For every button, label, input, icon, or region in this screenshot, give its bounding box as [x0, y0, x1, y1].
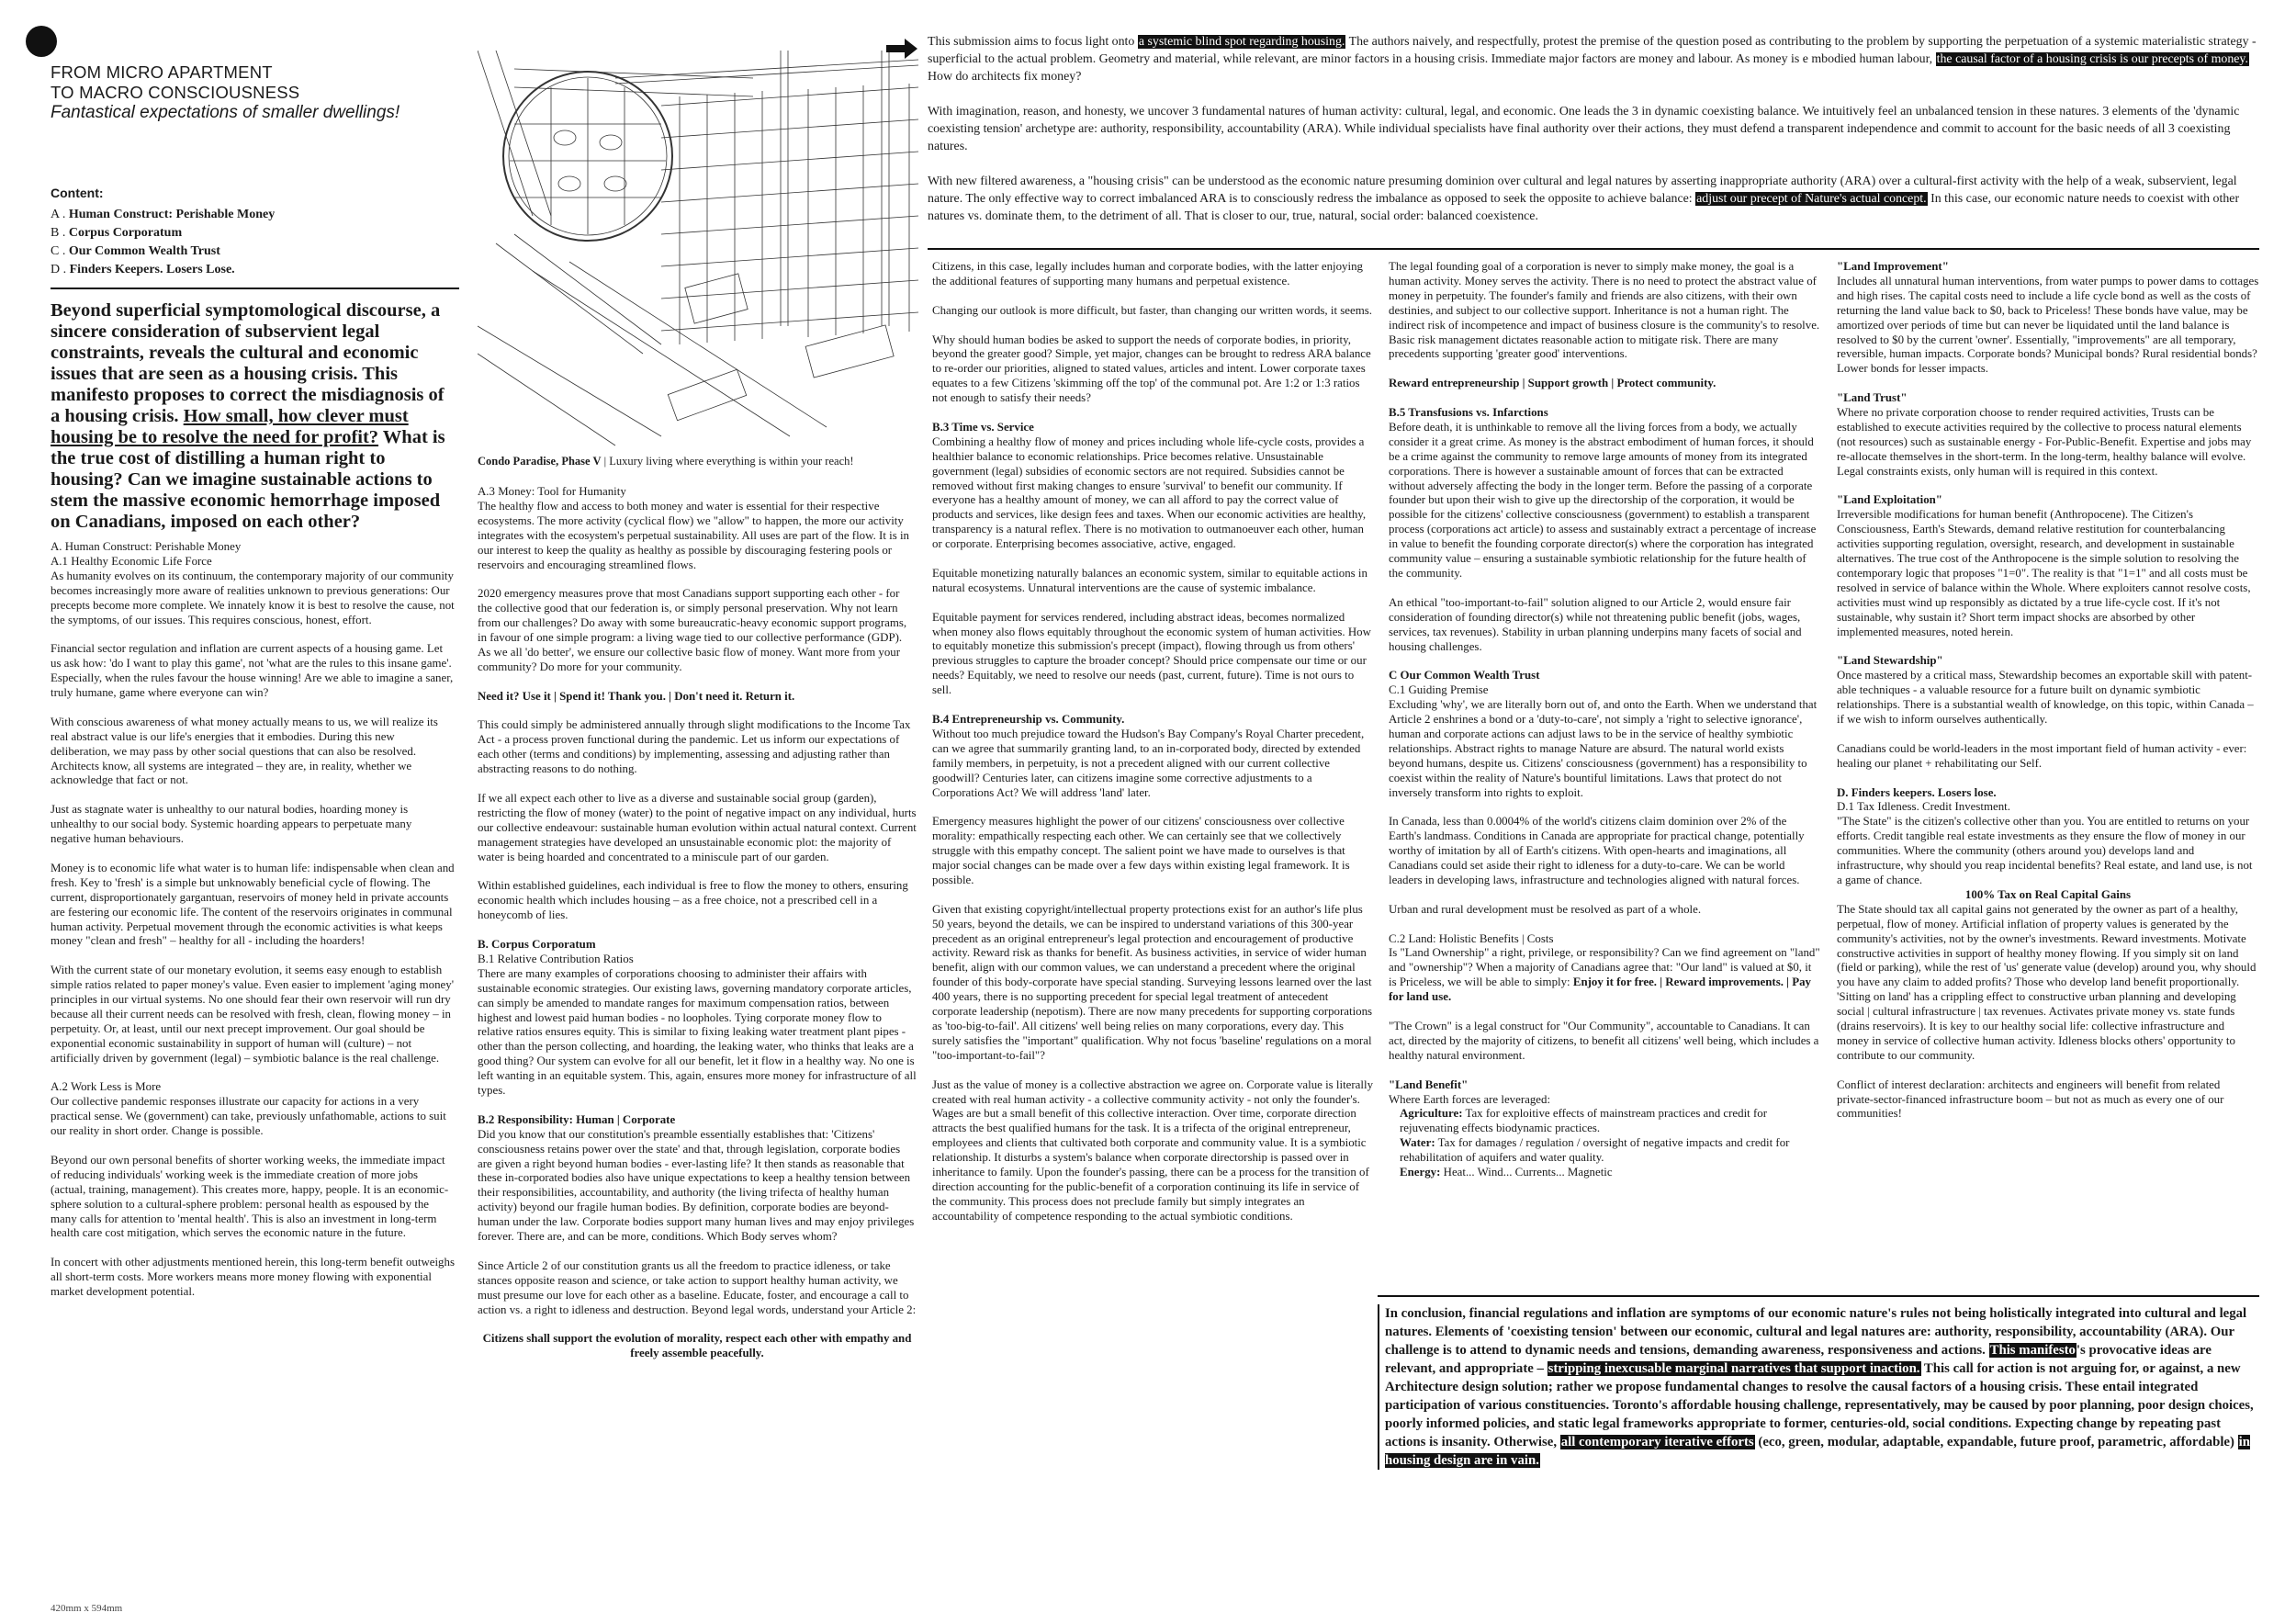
item-label: Water: [1400, 1136, 1435, 1150]
intro-text-run: This submission aims to focus light onto [928, 35, 1138, 49]
lead-underlined: How small, how clever must housing be to resolve the need for profit? [51, 406, 409, 447]
column-4 [1389, 260, 1820, 1180]
sub-heading: B.1 Relative Contribution Ratios [478, 952, 634, 965]
paragraph: Changing our outlook is more difficult, but faster, than changing our written words, it seems. [932, 303, 1372, 317]
intro-text [928, 33, 2259, 242]
list-item [1389, 1166, 1820, 1180]
paragraph: Just as stagnate water is unhealthy to our natural bodies, hoarding money is unhealthy to our social body. Systemic hoarding appears to perpetuate many negative human behaviours. [51, 803, 412, 846]
lead-paragraph [51, 300, 455, 533]
divider [51, 288, 459, 289]
paragraph: Where no private corporation choose to render required activities, Trusts can be established to execute activities required by the collective to process natural elements (not resources) such as sustainable energy - For-Public-Benefit. Expertise and jobs may re-allocate themselves in the short-term. In the long-term, healthy balance will evolve. Legal constraints exists, only human will is required in this context. [1837, 406, 2252, 478]
paragraph: "The Crown" is a legal construct for "Our Community", accountable to Canadians. It can act, directed by the majority of citizens, to benefit all citizens' well being, which includes a healthy natural environment. [1389, 1020, 1819, 1062]
sub-heading: D.1 Tax Idleness. Credit Investment. [1837, 800, 2010, 814]
sub-heading: A.3 Money: Tool for Humanity [478, 485, 626, 498]
paragraph: Conflict of interest declaration: architects and engineers will benefit from related private-sector-financed infrastructure boom – but not as much as every one of our communities! [1837, 1077, 2224, 1121]
paragraph: Without too much prejudice toward the Hudson's Bay Company's Royal Charter precedent, can we agree that summarily granting land, to an in-corporated body, directed by extended family members, in perpetuity, is not a precedent aligned with our current collective goodwill? Centuries later, can citizens imagine some corrective adjustments to a Corporations Act? We will address 'land' later. [932, 727, 1365, 799]
paper-size-label: 420mm x 594mm [51, 1603, 123, 1614]
title-line-1: FROM MICRO APARTMENT [51, 62, 273, 82]
item-label: Energy: [1400, 1166, 1441, 1179]
sub-heading: B.4 Entrepreneurship vs. Community. [932, 713, 1125, 726]
paragraph [1389, 946, 1820, 1005]
intro-paragraph-1 [928, 33, 2259, 85]
section-heading: D. Finders keepers. Losers lose. [1837, 785, 1997, 799]
paragraph: Since Article 2 of our constitution grants us all the freedom to practice idleness, or take stances opposite reason and science, or take action to support healthy human activity, we must presume our love for each other as a baseline. Educate, foster, and encourage a call to action vs. a right to idleness and destruction. Beyond legal words, understand your Article 2: [478, 1258, 917, 1316]
column-5 [1837, 260, 2259, 1136]
sub-heading: A.1 Healthy Economic Life Force [51, 554, 212, 568]
highlight: the causal factor of a housing crisis is our precepts of money. [1936, 52, 2248, 66]
paragraph: If we all expect each other to live as a diverse and sustainable social group (garden), restricting the flow of money (water) to the point of negative impact on any individual, hurts our collective endeavour: sustainable human evolution within actual natural context. Current management strategies have developed an unsustainable economic plot: the majority of water is being hoarded and concentrated to a miniscule part of our garden. [478, 791, 917, 863]
conclusion-text: This call for action is not arguing for, or against, a new Architecture design solution; rather we propose fundamental changes to resolve the causal factors of a housing crisis. These entail integrated participation of various constituencies. Toronto's affordable housing challenge, representatively, may be caused by poor planning, poor design choices, poorly informed policies, and static legal frameworks appropriate to former, centuries-old, social conditions. Expecting change by repeating past actions is insanity. Otherwise, [1385, 1361, 2254, 1449]
paragraph: There are many examples of corporations choosing to administer their affairs with sustainable economic strategies. Our existing laws, governing mandatory corporate articles, can simply be amended to mandate ranges for maximum compensation ratios, between highest and lowest paid human bodies - no loopholes. Tying corporate money flow to relative ratios ensures equity. This is similar to fixing leaking water treatment plant pipes - other than the person collecting, and hoarding, the leaking water, who thinks that leaks are a good thing? Our system can evolve for all our benefit, let it flow in a healthy way. No one is left wanting in an equitable system. This, again, ensures more money for infrastructure of all types. [478, 966, 917, 1098]
highlight: This manifesto [1989, 1343, 2076, 1358]
condo-illustration [478, 51, 918, 450]
contents-heading: Content: [51, 186, 104, 200]
column-3 [932, 260, 1373, 1239]
paragraph: Where Earth forces are leveraged: [1389, 1092, 1551, 1106]
sub-heading: "Land Exploitation" [1837, 493, 1942, 507]
lead-text: What is the true cost of distilling a human right to housing? Can we imagine sustainable actions to stem the massive economic hemorrhage imposed on Canadians, imposed on each other? [51, 427, 445, 532]
contents-item-c [51, 242, 455, 261]
paragraph: Before death, it is unthinkable to remove all the living forces from a body, we actually consider it a great crime. As money is the abstract embodiment of human forces, it should be a crime against the community to remove large amounts of money from its integrated corporations. There is however a sustainable amount of forces that can be extracted without adversely affecting the body in the longer term. Before the passing of a corporate founder but upon their wish to give up the directorship of the corporation, it would be possible for the citizens' collective consciousness (government) to establish a transparent process (corporations act article) to assess and sustainably extract a percentage of increase in value to benefit the founding corporate director(s) where the corporation has integrated community value – ensuring a sustainable symbiotic relationship for the future health of the community. [1389, 420, 1817, 580]
contents-letter: C . [51, 244, 66, 258]
paragraph: Citizens, in this case, legally includes human and corporate bodies, with the latter enjoying the additional features of supporting many humans and perpetual existence. [932, 260, 1363, 288]
column-1 [51, 540, 455, 1314]
paragraph: Excluding 'why', we are literally born out of, and onto the Earth. When we understand that Article 2 enshrines a bond or a 'duty-to-care', not simply a 'right to selective ignorance', human and corporate actions can adjust laws to be in the service of healthy symbiotic relationships. Abstract rights to manage Nature are absurd. The natural world exists beyond humans, despite us. Citizens' consciousness (government) has a responsibility to coexist within the reality of Nature's bountiful limitations. Laws that protect do not inversely transform into rights to exploit. [1389, 698, 1818, 799]
lead-text: Beyond superficial symptomological discourse, a sincere consideration of subservient legal constraints, reveals the cultural and economic issues that are seen as a housing crisis. This manifesto proposes to correct the misdiagnosis of a housing crisis. [51, 300, 445, 426]
contents-letter: A . [51, 208, 66, 221]
paragraph: 2020 emergency measures prove that most Canadians support supporting each other - for the collective good that our federation is, or simply personal preservation. Why not learn from our challenges? Do away with some bureaucratic-heavy economic support programs, in favour of one simple program: a living wage tied to our collective performance (GDP). As we all 'do better', we ensure our collective basic flow of money. Want more from your community? Do more for your community. [478, 587, 907, 673]
highlight: a systemic blind spot regarding housing. [1138, 35, 1345, 49]
paragraph: Our collective pandemic responses illustrate our capacity for actions in a very practical sense. We (government) can take, previously unfathomable, actions to suit our reality in short order. Change is possible. [51, 1095, 446, 1138]
item-text: Tax for damages / regulation / oversight of negative impacts and credit for rehabilitation of aquifers and water quality. [1400, 1136, 1790, 1165]
conclusion-text: 's provocative ideas are relevant, and appropriate – [1385, 1343, 2212, 1376]
sub-heading: B.3 Time vs. Service [932, 420, 1034, 434]
paragraph: As humanity evolves on its continuum, the contemporary majority of our community becomes increasingly more aware of realities unknown to previous generations: Our precepts become more complete. We innately know it is best to resolve the cause, not the symptoms, of our issues. This requires conscious, honest, effort. [51, 569, 455, 626]
article-quote: Citizens shall support the evolution of morality, respect each other with empathy and freely assemble peacefully. [482, 1332, 912, 1360]
paragraph: Money is to economic life what water is to human life: indispensable when clean and fresh. Key to 'fresh' is a simple but unknowably beneficial cycle of flowing. The current, disproportionately gargantuan, reservoirs of money held in private accounts are festering our economic life. The content of the reservoirs originates in communal human activity. Perpetual movement through the economic activities is what keeps money "clean and fresh" – healthy for all - including the hoarders! [51, 861, 455, 948]
intro-paragraph-3 [928, 173, 2259, 225]
item-label: Agriculture: [1400, 1107, 1463, 1121]
sub-heading: C.2 Land: Holistic Benefits | Costs [1389, 931, 1554, 945]
contents-list [51, 184, 455, 279]
paragraph: In concert with other adjustments mentioned herein, this long-term benefit outweighs all short-term costs. More workers means more money flowing with exponential market development potential. [51, 1256, 455, 1299]
intro-text-run: How do architects fix money? [928, 70, 1082, 84]
arrow-right-icon [886, 39, 917, 59]
paragraph: In Canada, less than 0.0004% of the world's citizens claim dominion over 2% of the Earth's landmass. Conditions in Canada are appropriate for practical change, potentially worthy of imitation by all of Earth's citizens. With open-hearts and imaginations, all Canadians could set aside their right to idleness for a duty-to-care. We can be world leaders in developing laws, infrastructure and technologies aligned with natural forces. [1389, 815, 1805, 886]
sub-heading: "Land Benefit" [1389, 1077, 1469, 1091]
list-item [1389, 1107, 1820, 1136]
conclusion-text: (eco, green, modular, adaptable, expandable, future proof, parametric, affordable) [1754, 1435, 2238, 1449]
subtitle: Fantastical expectations of smaller dwellings! [51, 103, 400, 122]
paragraph: Did you know that our constitution's preamble essentially establishes that: 'Citizens' consciousness retains power over the state' and that, through legislation, corporate bodies are given a right beyond human bodies - ever-lasting life? It then stands as reasonable that these in-corporated bodies also have unique expectations to keep a healthy tension between their responsibilities, accountability, and authority (the living trifecta of healthy human activity) beyond our fragile human bodies. By definition, corporate bodies are beyond-human under the law. Corporate bodies support many human lives and may enjoy privileges forever. There are, and can be more, conditions. Which Body serves whom? [478, 1127, 915, 1244]
paragraph: Includes all unnatural human interventions, from water pumps to power dams to cottages and high rises. The capital costs need to include a life cycle bond as well as the costs of returning the land value back to $0, back to Priceless! These bonds have value, may be amortized over periods of time but can never be liquidated until the land balance is resolved to $0 by the current 'owner'. Essentially, "improvements" are all temporary, reversible, human impacts. Corporate bonds? Municipal bonds? Rural residential bonds? Lower bonds for lesser impacts. [1837, 274, 2259, 376]
slogan: Enjoy it for free. | Reward improvements. | Pay for land use. [1389, 976, 1812, 1004]
sub-heading: B.2 Responsibility: Human | Corporate [478, 1112, 676, 1126]
divider [928, 248, 2259, 250]
paragraph-text: Is "Land Ownership" a right, privilege, or responsibility? Can we find agreement on "land" and "ownership"? When a majority of Canadians agree that: "Our land" is valued at $0, it is Priceless, we will be able to simply: [1389, 946, 1820, 989]
paragraph: Combining a healthy flow of money and prices including whole life-cycle costs, provides a healthier balance to economic relationships. Price becomes relative. Unsustainable government (legal) subsidies of economic sectors are not required. Subsidies cannot be removed without first making changes to ensure 'survival' to benefit our community. If everyone has a healthy amount of money, we can all afford to pay the correct value of products and services, like design fees and taxes. When our economic activities are healthy, transparency is a natural reflex. There is no motivation to outmanoeuver each other, human or corporate. Enterprising becomes associative, active, engaged. [932, 434, 1367, 551]
paragraph: Just as the value of money is a collective abstraction we agree on. Corporate value is literally created with real human activity - a collective community activity - not only the founder's. Wages are but a small benefit of this collective interaction. Over time, corporate direction attracts the best qualified humans for the task. It is a trifecta of the original entrepreneur, employees and clients that cultivated both corporate and community value. It is a symbiotic relationship. It disturbs a system's balance when corporate directorship is passed over in inheritance to family. Upon the founder's passing, there can be a process for the transition of direction accounting for the public-benefit of a corporation continuing its life in service of the community. This process does not preclude family but simply integrates an accountability of competence responding to the actual symbiotic conditions. [932, 1077, 1374, 1223]
intro-paragraph-2: With imagination, reason, and honesty, we uncover 3 fundamental natures of human activity: cultural, legal, and economic. One leads the 3 in dynamic coexisting balance. We intuitively feel an unbalanced tension in these natures. 3 elements of the 'dynamic coexisting tension' archetype are: authority, responsibility, accountability (ARA). While individual specialists have final authority over their actions, they must defend a transparent independence and commit to account for the basic needs of all 3 coexisting natures. [928, 105, 2240, 153]
conclusion-text: In conclusion, financial regulations and inflation are symptoms of our economic nature's rules not being holistically integrated into cultural and legal natures. Elements of 'coexisting tension' between our economic, cultural and legal natures are: authority, responsibility, accountability (ARA). Our challenge is to attend to dynamic needs and tensions, demanding awareness, responsiveness and actions. [1385, 1306, 2247, 1358]
paragraph: Given that existing copyright/intellectual property protections exist for an author's life plus 50 years, beyond the details, we can be inspired to understand variations of this 300-year precedent as an original entrepreneur's legal protection and encouragement of productive activity. Reward risk as thanks for benefit. As business activities, in service of wider human benefit, align with our common values, we can understand a precedent where the original founder of this body-corporate have special standing. Surveying lessons learned over the last 400 years, there is no supporting precedent for special legal treatment of antecedent corporate leadership (nepotism). There are now many precedents for supporting corporations as 'too-big-to-fail'. All citizens' well being relies on many corporations, every day. This surely satisfies the "important" qualification. Why not focus 'baseline' regulations on a moral "too-important-to-fail"? [932, 902, 1373, 1062]
paragraph: This could simply be administered annually through slight modifications to the Income Tax Act - a process proven functional during the pandemic. Let us inform our expectations of each other (terms and conditions) by implementing, assessing and adjusting rather than abstracting reasons to do nothing. [478, 718, 911, 776]
column-2 [478, 485, 917, 1376]
illustration-caption [478, 455, 918, 468]
paragraph: With the current state of our monetary evolution, it seems easy enough to establish simple ratios related to paper money's value. Even easier to implement 'aging money' principles in our virtual systems. No one should fear their own reservoir will run dry because all their current needs can be resolved with fresh, clean, flowing money – in perpetuity. Or, at least, until our next precept improvement. Our goal should be exponential economic sustainability in support of human will (culture) – not artificially driven by government (legal) – symbiotic balance is the real challenge. [51, 964, 455, 1065]
contents-label: Finders Keepers. Losers Lose. [69, 263, 235, 276]
paragraph: With conscious awareness of what money actually means to us, we will realize its real abstract value is our life's energies that it embodies. During this new deliberation, we may pass by other social questions that can also be resolved. Architects know, all systems are integrated – they are, in reality, whether we acknowledge that fact or not. [51, 715, 438, 787]
section-heading: C Our Common Wealth Trust [1389, 669, 1540, 682]
highlight: all contemporary iterative efforts [1560, 1435, 1754, 1449]
paragraph: Equitable monetizing naturally balances an economic system, similar to equitable actions in natural ecosystems. Unnatural interventions are the cause of systemic imbalance. [932, 566, 1367, 594]
paragraph: Irreversible modifications for human benefit (Anthropocene). The Citizen's Consciousness, Earth's Stewards, demand relative restitution for counterbalancing activities supporting regulation, oversight, research, and development in sustainable alternatives. The true cost of the Anthropocene is the simple solution to resolving the contemporary logic that proposes "1=0". The reality is that "1=1" and all costs must be resolved in service of balance within the Whole. Where exploiters cannot resolve costs, activities must wind up responsibly as dictated by a true life-cycle cost. If it's not sustainable, why sustain it? Short term impact shocks are absorbed by other implemented measures, noted herein. [1837, 508, 2251, 638]
sub-heading: "Land Stewardship" [1837, 654, 1943, 668]
section-heading: B. Corpus Corporatum [478, 938, 596, 951]
contents-item-d [51, 261, 455, 279]
construction-drawing [478, 51, 918, 450]
paragraph: The healthy flow and access to both money and water is essential for their respective ecosystems. The more activity (cyclical flow) we "allow" to happen, the more our activity integrates with the ecosystem's perpetual sustainability. All uses are part of the flow. It is in our interest to keep the quality as healthy as possible by discouraging festering pools or reservoirs and encouraging streamlined flows. [478, 499, 909, 571]
item-text: Tax for exploitive effects of mainstream practices and credit for rejuvenating effects biodynamic practices. [1400, 1107, 1767, 1135]
contents-label: Corpus Corporatum [68, 226, 183, 240]
sub-heading: C.1 Guiding Premise [1389, 683, 1489, 697]
paragraph: "The State" is the citizen's collective other than you. You are entitled to returns on your efforts. Credit tangible real estate investments as they ensure the flow of money in our communities. Where the community (others around you) develops land and infrastructure, why should you reap incidental benefits? Real estate, and land use, is not a game of chance. [1837, 815, 2253, 886]
sub-heading: A.2 Work Less is More [51, 1080, 162, 1094]
paragraph: Urban and rural development must be resolved as part of a whole. [1389, 902, 1702, 916]
divider [1378, 1295, 2259, 1297]
bullet-dot [26, 26, 57, 57]
paragraph: Beyond our own personal benefits of shorter working weeks, the immediate impact of reducing individuals' working week is the immediate creation of more jobs (actual, training, management). This creates more, happy, people. It is an economic-sphere solution to a cultural-sphere problem: personal health as espoused by the many calls for attention to 'mental health'. This is also an investment in long-term health care cost mitigation, which serves the economic nature in the future. [51, 1153, 449, 1240]
contents-letter: B . [51, 226, 66, 240]
slogan: Need it? Use it | Spend it! Thank you. | Don't need it. Return it. [478, 689, 795, 703]
conclusion [1378, 1304, 2259, 1470]
paragraph: Financial sector regulation and inflation are current aspects of a housing game. Let us ask how: 'do I want to play this game', not 'what are the rules to this insane game'. Especially, when the rules favour the house winning! Are we able to imagine a saner, truly humane, game where everyone can win? [51, 642, 454, 700]
paragraph: The State should tax all capital gains not generated by the owner as part of a healthy, perpetual, flow of money. Artificial inflation of property values is generated by the community's activities, not by the owner's investments. Reward investments. Motivate constructive activities in support of healthy money flowing. If you simply sit on land (field or parking), while the rest of 'us' generate value (develop) around you, why should you have any claim to added profits? Those who develop land benefit proportionally. 'Sitting on land' has a crippling effect to constructive urban planning and developing social | cultural infrastructure | tax revenues. Activates private money vs. state funds (drains reservoirs). It is key to our healthy social life: collective infrastructure and money in service of collective human activity. Idleness blocks others' opportunity to contribute to our community. [1837, 902, 2257, 1062]
contents-label: Our Common Wealth Trust [68, 244, 220, 258]
highlight: adjust our precept of Nature's actual concept. [1696, 192, 1927, 206]
paragraph: Why should human bodies be asked to support the needs of corporate bodies, in priority, beyond the greater good? Simple, yet major, changes can be brought to redress ARA balance to re-order our priorities, aligned to stated values, articles and intent. Lower corporate taxes equates to a few Citizens 'skimming off the top' of the communal pot. Are 1:2 or 1:3 ratios not enough to satisfy their needs? [932, 333, 1371, 405]
item-text: Heat... Wind... Currents... Magnetic [1440, 1166, 1613, 1179]
intro-text-run: The authors naively, and respectfully, protest the premise of the question posed as contributing to the problem by supporting the perpetuation of a systemic materialistic strategy - superficial to the actual problem. Geometry and material, while relevant, are minor factors in a housing crisis. Immediate major factors are money and labour. As money is e mbodied human labour, [928, 35, 2257, 66]
tax-heading: 100% Tax on Real Capital Gains [1964, 887, 2132, 901]
contents-label: Human Construct: Perishable Money [68, 208, 276, 221]
highlight: in housing design are in vain. [1385, 1435, 2250, 1468]
highlight: stripping inexcusable marginal narratives that support inaction. [1548, 1361, 1920, 1376]
paragraph: Within established guidelines, each individual is free to flow the money to others, ensuring economic health which includes housing – as a free choice, not a prescribed cell in a honeycomb of lies. [478, 879, 908, 922]
sub-heading: "Land Improvement" [1837, 260, 1949, 273]
paragraph: An ethical "too-important-to-fail" solution aligned to our Article 2, would ensure fair consideration of founding director(s) while not threatening public benefit (jobs, wages, services, tax revenues). Stability in urban planning underpins many facets of social and housing challenges. [1389, 595, 1802, 653]
paragraph: Equitable payment for services rendered, including abstract ideas, becomes normalized when money also flows equitably throughout the economic system of human activities. How to equitably monetize this submission's precept (impact), flowing through us from others' previous struggles to capture the broader concept? Should price compensate our time or our needs? Equitably, we need to resolve our needs (past, current, future). Time is not ours to sell. [932, 610, 1371, 697]
sub-heading: "Land Trust" [1837, 391, 1908, 405]
list-item [1389, 1136, 1820, 1166]
paragraph: The legal founding goal of a corporation is never to simply make money, the goal is a human activity. Money serves the activity. There is no need to protect the abstract value of money in perpetuity. The founder's family and friends are also citizens, with their own destinies, and subject to our collective support. Inheritance is not a human right. The indirect risk of incompetence and impact of business closure is the community's to resolve. Basic risk management dictates reasonable action to mitigate risk. There are many precedents supporting 'greater good' interventions. [1389, 260, 1820, 361]
contents-letter: D . [51, 263, 67, 276]
contents-item-b [51, 224, 455, 242]
slogan: Reward entrepreneurship | Support growth | Protect community. [1389, 377, 1716, 390]
paragraph: Emergency measures highlight the power of our citizens' consciousness over collective morality: empathically respecting each other. We can certainly see that we collectively struggle with this empathy concept. The salient point we have made to ourselves is that major social changes can be made over a few days within existing legal framework. It is possible. [932, 815, 1350, 886]
caption-separator: | [601, 455, 610, 468]
section-heading: A. Human Construct: Perishable Money [51, 540, 242, 553]
contents-item-a [51, 206, 455, 224]
title-line-2: TO MACRO CONSCIOUSNESS [51, 83, 300, 102]
caption-title: Condo Paradise, Phase V [478, 455, 602, 468]
sub-heading: B.5 Transfusions vs. Infarctions [1389, 406, 1548, 420]
caption-text: Luxury living where everything is within your reach! [609, 455, 854, 468]
paragraph: Canadians could be world-leaders in the most important field of human activity - ever: healing our planet + rehabilitating our Self. [1837, 741, 2247, 770]
paragraph: Once mastered by a critical mass, Stewardship becomes an exportable skill with patent-able techniques - a valuable resource for a future built on dynamic symbiotic relationships. There is a substantial wealth of knowledge, on this topic, within Canada – if we wish to inform ourselves authentically. [1837, 669, 2254, 727]
main-title [51, 62, 455, 123]
intro-text-run: In this case, our economic nature needs to coexist with other natures vs. dominate them, to the detriment of all. That is closer to our, true, natural, social order: balanced coexistence. [928, 192, 2240, 223]
intro-text-run: With new filtered awareness, a "housing crisis" can be understood as the economic nature presuming dominion over cultural and legal natures by asserting inappropriate authority (ARA) over a cultural-first activity with the help of a weak, subservient, legal nature. The only effective way to correct imbalanced ARA is to consciously redress the imbalance as opposed to seek the opposite to achieve balance: [928, 175, 2237, 206]
